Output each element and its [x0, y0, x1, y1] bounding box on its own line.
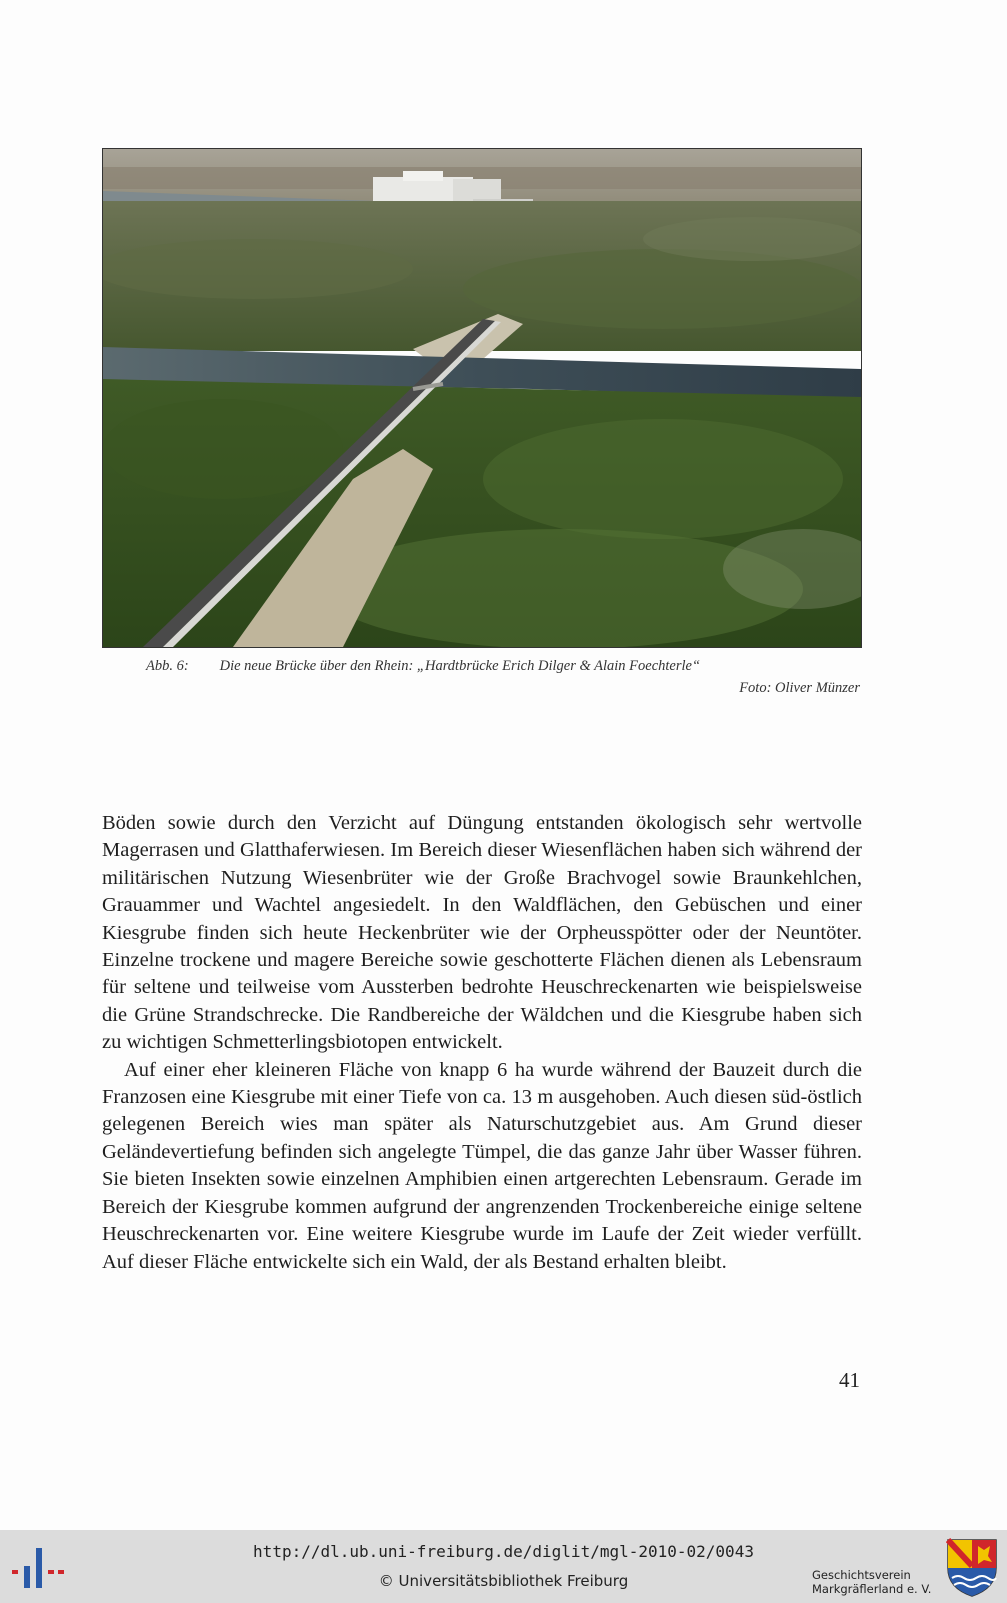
society-name — [812, 1568, 931, 1596]
page-number: 41 — [839, 1368, 860, 1392]
paragraph: Böden sowie durch den Verzicht auf Düngung entstanden ökologisch sehr wertvolle Magerrasen und Glatthaferwiesen. Im Bereich dieser Wiesenflächen haben sich während der militärischen Nutzung Wiesenbrüter wie der Große Brachvogel sowie Braunkehlchen, Grauammer und Wachtel angesiedelt. In den Waldflächen, den Gebüschen und einer Kiesgrube finden sich heute Heckenbrüter wie der Orpheusspötter oder der Neuntöter. Einzelne trockene und magere Bereiche sowie geschotterte Flächen dienen als Lebensraum für seltene und teilweise vom Aussterben bedrohte Heuschreckenarten wie beispielsweise die Grüne Strandschrecke. Die Randbereiche der Wäldchen und die Kiesgrube haben sich zu wichtigen Schmetterlingsbiotopen entwickelt. — [102, 812, 862, 1054]
figure-caption-text: Die neue Brücke über den Rhein: „Hardtbrücke Erich Dilger & Alain Foechterle“ — [219, 658, 701, 674]
aerial-photo-rhine-bridge — [102, 148, 862, 648]
paragraph: Auf einer eher kleineren Fläche von knapp 6 ha wurde während der Bauzeit durch die Franzosen eine Kiesgrube mit einer Tiefe von ca. 13 m ausgehoben. Auch diesen süd-östlich gelegenen Bereich wies man später als Naturschutzgebiet aus. Am Grund dieser Geländevertiefung befinden sich angelegte Tümpel, die das ganze Jahr über Wasser führen. Sie bieten Insekten sowie einzelnen Amphibien einen artgerechten Lebensraum. Gerade im Bereich der Kiesgrube kommen aufgrund der angrenzenden Trockenbereiche einige seltene Heuschreckenarten vor. Eine weitere Kiesgrube wurde im Laufe der Zeit wieder verfüllt. Auf dieser Fläche entwickelte sich ein Wald, der als Bestand erhalten bleibt. — [102, 1058, 862, 1273]
figure-caption — [102, 658, 860, 675]
society-line-1: Geschichtsverein — [812, 1568, 911, 1582]
coat-of-arms-icon — [946, 1538, 998, 1598]
footer-bar — [0, 1530, 1007, 1603]
copyright-notice: © Universitätsbibliothek Freiburg — [378, 1572, 629, 1590]
society-line-2: Markgräflerland e. V. — [812, 1582, 932, 1596]
permalink-url[interactable]: http://dl.ub.uni-freiburg.de/diglit/mgl-2010-02/0043 — [253, 1542, 754, 1561]
photo-credit: Foto: Oliver Münzer — [739, 680, 860, 696]
figure-label: Abb. 6: — [146, 658, 189, 674]
body-text — [102, 810, 862, 1276]
